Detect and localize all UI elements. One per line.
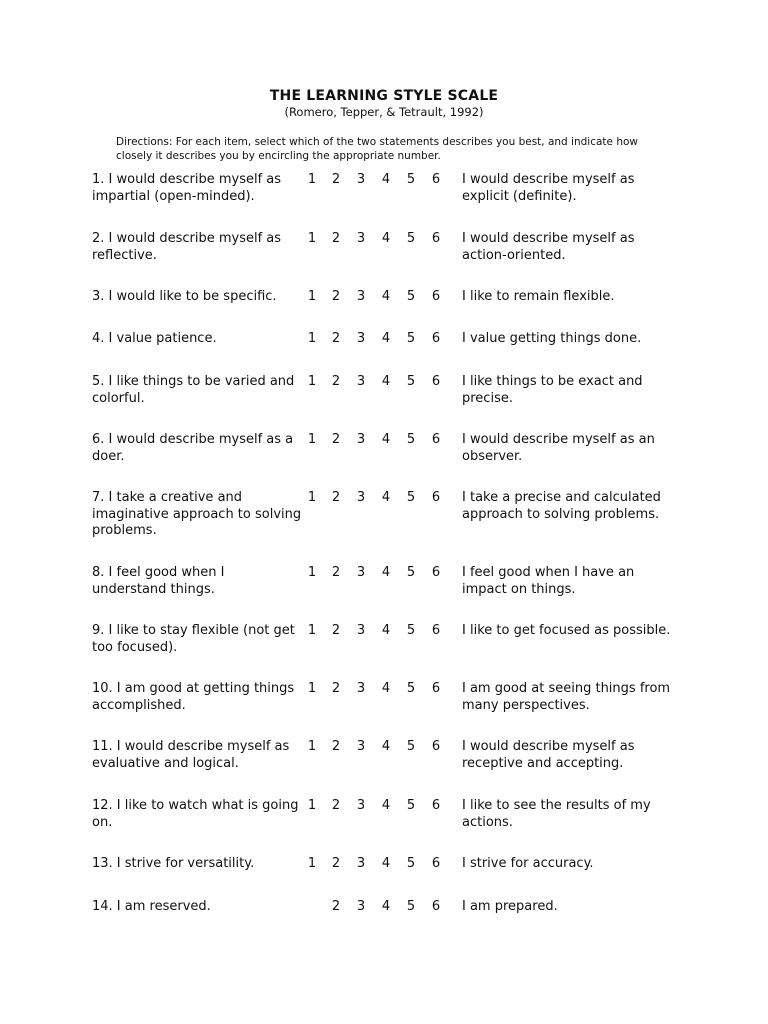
- rating-option[interactable]: 5: [406, 231, 416, 246]
- right-statement: I like to see the results of my actions.: [462, 798, 651, 830]
- rating-option[interactable]: 2: [331, 739, 341, 754]
- rating-option[interactable]: 2: [331, 681, 341, 696]
- right-statement: I value getting things done.: [462, 331, 642, 346]
- left-statement: 7. I take a creative and imaginative approach to solving problems.: [92, 490, 302, 538]
- right-statement: I feel good when I have an impact on things.: [462, 565, 635, 597]
- rating-option[interactable]: 2: [331, 856, 341, 871]
- right-statement: I like to get focused as possible.: [462, 623, 671, 638]
- rating-option[interactable]: 1: [307, 231, 317, 246]
- right-statement: I would describe myself as receptive and accepting.: [462, 739, 635, 771]
- rating-option[interactable]: 3: [356, 331, 366, 346]
- rating-option[interactable]: 2: [331, 490, 341, 505]
- rating-option[interactable]: 3: [356, 798, 366, 813]
- rating-scale: [305, 374, 445, 391]
- rating-option[interactable]: 1: [307, 289, 317, 304]
- scale-item: [92, 172, 692, 222]
- scale-item: [92, 681, 692, 731]
- scale-item: [92, 565, 692, 615]
- rating-scale: [305, 432, 445, 449]
- rating-option[interactable]: 3: [356, 172, 366, 187]
- left-statement: 1. I would describe myself as impartial (open-minded).: [92, 172, 282, 204]
- rating-option[interactable]: 3: [356, 231, 366, 246]
- rating-option[interactable]: 6: [431, 331, 441, 346]
- rating-option[interactable]: 3: [356, 856, 366, 871]
- rating-option[interactable]: 5: [406, 172, 416, 187]
- rating-option[interactable]: 4: [381, 565, 391, 580]
- scale-item: [92, 231, 692, 281]
- left-statement: 4. I value patience.: [92, 331, 217, 346]
- rating-option[interactable]: 3: [356, 565, 366, 580]
- rating-option[interactable]: 1: [307, 798, 317, 813]
- right-statement: I take a precise and calculated approach to solving problems.: [462, 490, 661, 522]
- right-statement: I am good at seeing things from many perspectives.: [462, 681, 671, 713]
- rating-scale: [305, 899, 445, 916]
- rating-option[interactable]: 4: [381, 739, 391, 754]
- rating-option[interactable]: 1: [307, 432, 317, 447]
- rating-option[interactable]: 5: [406, 623, 416, 638]
- rating-option[interactable]: 6: [431, 798, 441, 813]
- rating-option[interactable]: 3: [356, 681, 366, 696]
- left-statement: 8. I feel good when I understand things.: [92, 565, 225, 597]
- rating-option[interactable]: 1: [307, 856, 317, 871]
- rating-option[interactable]: 2: [331, 623, 341, 638]
- rating-option[interactable]: 3: [356, 739, 366, 754]
- rating-option[interactable]: 6: [431, 623, 441, 638]
- scale-item: [92, 899, 692, 949]
- rating-option[interactable]: 6: [431, 490, 441, 505]
- rating-option[interactable]: 3: [356, 289, 366, 304]
- rating-scale: [305, 798, 445, 815]
- scale-item: [92, 490, 692, 540]
- rating-option[interactable]: 2: [331, 172, 341, 187]
- left-statement: 13. I strive for versatility.: [92, 856, 255, 871]
- rating-option[interactable]: 4: [381, 374, 391, 389]
- rating-option[interactable]: 2: [331, 432, 341, 447]
- rating-option[interactable]: 4: [381, 681, 391, 696]
- right-statement: I would describe myself as action-oriented.: [462, 231, 635, 263]
- right-statement: I would describe myself as an observer.: [462, 432, 655, 464]
- right-statement: I like to remain flexible.: [462, 289, 615, 304]
- rating-option[interactable]: 2: [331, 798, 341, 813]
- rating-scale: [305, 172, 445, 189]
- rating-option[interactable]: 3: [356, 623, 366, 638]
- left-statement: 11. I would describe myself as evaluative and logical.: [92, 739, 290, 771]
- rating-option[interactable]: 1: [307, 681, 317, 696]
- rating-scale: [305, 231, 445, 248]
- document-citation: (Romero, Tepper, & Tetrault, 1992): [284, 105, 484, 119]
- right-statement: I would describe myself as explicit (definite).: [462, 172, 635, 204]
- rating-option[interactable]: 6: [431, 432, 441, 447]
- rating-option[interactable]: 6: [431, 172, 441, 187]
- rating-option[interactable]: 4: [381, 623, 391, 638]
- rating-option[interactable]: 5: [406, 681, 416, 696]
- rating-option[interactable]: 5: [406, 565, 416, 580]
- rating-option[interactable]: 3: [356, 490, 366, 505]
- left-statement: 6. I would describe myself as a doer.: [92, 432, 294, 464]
- scale-item: [92, 739, 692, 789]
- left-statement: 10. I am good at getting things accomplished.: [92, 681, 295, 713]
- document-title: THE LEARNING STYLE SCALE: [269, 88, 499, 104]
- rating-scale: [305, 289, 445, 306]
- rating-option[interactable]: 5: [406, 899, 416, 914]
- rating-option[interactable]: 6: [431, 565, 441, 580]
- rating-option[interactable]: 3: [356, 432, 366, 447]
- rating-option[interactable]: 6: [431, 681, 441, 696]
- rating-option[interactable]: 5: [406, 739, 416, 754]
- rating-option[interactable]: 1: [307, 374, 317, 389]
- rating-scale: [305, 565, 445, 582]
- rating-option[interactable]: 6: [431, 739, 441, 754]
- rating-option[interactable]: 2: [331, 899, 341, 914]
- rating-option[interactable]: 1: [307, 565, 317, 580]
- rating-scale: [305, 681, 445, 698]
- rating-option[interactable]: 2: [331, 331, 341, 346]
- rating-option[interactable]: 4: [381, 432, 391, 447]
- rating-option[interactable]: 4: [381, 172, 391, 187]
- rating-scale: [305, 856, 445, 873]
- rating-option[interactable]: 5: [406, 856, 416, 871]
- rating-option[interactable]: 6: [431, 856, 441, 871]
- rating-option[interactable]: 4: [381, 331, 391, 346]
- rating-option[interactable]: 1: [307, 490, 317, 505]
- left-statement: 14. I am reserved.: [92, 899, 211, 914]
- rating-scale: [305, 739, 445, 756]
- rating-scale: [305, 623, 445, 640]
- right-statement: I strive for accuracy.: [462, 856, 594, 871]
- rating-option[interactable]: 3: [356, 374, 366, 389]
- rating-option[interactable]: 6: [431, 374, 441, 389]
- rating-option[interactable]: 4: [381, 231, 391, 246]
- right-statement: I am prepared.: [462, 899, 558, 914]
- rating-option[interactable]: 1: [307, 739, 317, 754]
- left-statement: 3. I would like to be specific.: [92, 289, 277, 304]
- rating-option[interactable]: 5: [406, 798, 416, 813]
- rating-option[interactable]: 6: [431, 289, 441, 304]
- rating-scale: [305, 490, 445, 507]
- rating-option[interactable]: 2: [331, 374, 341, 389]
- left-statement: 5. I like things to be varied and colorful.: [92, 374, 295, 406]
- rating-option[interactable]: 6: [431, 899, 441, 914]
- rating-option[interactable]: 4: [381, 899, 391, 914]
- scale-item: [92, 623, 692, 673]
- rating-option[interactable]: 6: [431, 231, 441, 246]
- rating-option[interactable]: 1: [307, 331, 317, 346]
- rating-option[interactable]: 1: [307, 172, 317, 187]
- rating-option[interactable]: 2: [331, 565, 341, 580]
- rating-option[interactable]: 5: [406, 432, 416, 447]
- scale-item: [92, 798, 692, 848]
- scale-item: [92, 432, 692, 482]
- left-statement: 12. I like to watch what is going on.: [92, 798, 299, 830]
- rating-option[interactable]: 4: [381, 798, 391, 813]
- directions-text: Directions: For each item, select which of the two statements describes you best, and indicate how closely it describes you by encircling the appropriate number.: [116, 136, 638, 162]
- rating-option[interactable]: 4: [381, 289, 391, 304]
- right-statement: I like things to be exact and precise.: [462, 374, 643, 406]
- rating-option[interactable]: 5: [406, 331, 416, 346]
- rating-option[interactable]: 1: [307, 623, 317, 638]
- rating-option[interactable]: 5: [406, 289, 416, 304]
- rating-option[interactable]: 3: [356, 899, 366, 914]
- scale-item: [92, 374, 692, 424]
- rating-option[interactable]: 2: [331, 289, 341, 304]
- rating-option[interactable]: 4: [381, 856, 391, 871]
- rating-option[interactable]: 5: [406, 490, 416, 505]
- left-statement: 2. I would describe myself as reflective.: [92, 231, 282, 263]
- rating-option[interactable]: 2: [331, 231, 341, 246]
- rating-scale: [305, 331, 445, 348]
- rating-option[interactable]: 5: [406, 374, 416, 389]
- left-statement: 9. I like to stay flexible (not get too focused).: [92, 623, 295, 655]
- rating-option[interactable]: 4: [381, 490, 391, 505]
